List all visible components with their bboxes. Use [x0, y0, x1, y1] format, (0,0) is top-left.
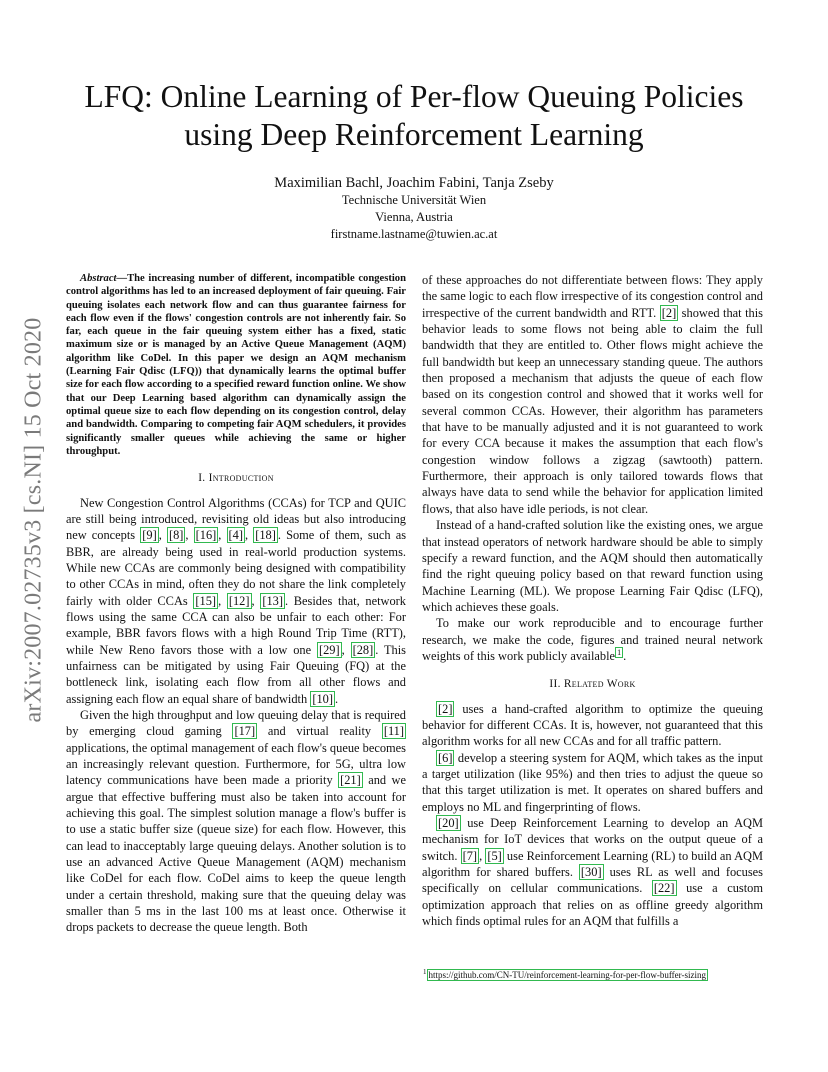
affiliation-university: Technische Universität Wien — [341, 193, 487, 207]
text: use Reinforcement Learning (RL) to build an AQM algorithm for shared buffers. — [422, 848, 764, 880]
abstract-label: Abstract— — [80, 273, 128, 284]
section-title: Related Work — [563, 678, 636, 691]
related-paragraph-2 — [422, 750, 763, 815]
citation-link[interactable]: [29] — [318, 642, 340, 657]
abstract — [66, 272, 406, 458]
text: , — [158, 528, 167, 543]
footnote-marker[interactable]: 1 — [617, 647, 622, 657]
text: To make our work reproducible and to encourage further research, we make the code, figures and trained neural network weights of this work publicly available — [422, 616, 763, 663]
citation-link[interactable]: [9] — [142, 528, 157, 543]
section-heading-introduction — [66, 470, 406, 486]
footnote — [423, 966, 763, 981]
section-heading-related-work — [422, 676, 763, 692]
intro-paragraph-3 — [422, 272, 763, 517]
intro-paragraph-1 — [66, 495, 406, 707]
citation-link[interactable]: [15] — [195, 593, 217, 608]
citation-link[interactable]: [2] — [661, 305, 677, 320]
text: , — [479, 848, 486, 863]
citation-link[interactable]: [17] — [234, 724, 256, 739]
citation-link[interactable]: [7] — [462, 848, 478, 863]
citation-link[interactable]: [21] — [340, 773, 361, 788]
text: of these approaches do not differentiate between flows: They apply the same logic to each flow irrespective of its congestion control and irrespective of the current bandwidth and RTT. — [422, 273, 763, 320]
citation-link[interactable]: [20] — [438, 816, 459, 830]
affiliation-email: firstname.lastname@tuwien.ac.at — [330, 227, 498, 241]
arxiv-stamp — [14, 290, 54, 750]
text: , — [218, 528, 227, 543]
related-paragraph-3 — [422, 815, 763, 929]
text: . — [623, 648, 627, 663]
text: and virtual reality — [257, 724, 382, 739]
citation-link[interactable]: [16] — [195, 528, 217, 543]
citation-link[interactable]: [2] — [438, 701, 453, 716]
text: develop a steering system for AQM, which takes as the input a target utilization (like 95%) and then tries to adjust the queue so that this target utilization is met. It operates on shared buffers and employs no ML and fingerprinting of flows. — [422, 750, 763, 814]
citation-link[interactable]: [13] — [262, 593, 283, 608]
left-column — [66, 272, 406, 936]
affiliation — [60, 192, 768, 243]
text: , — [244, 528, 254, 543]
text: , — [251, 593, 261, 608]
footnote-url-link[interactable]: https://github.com/CN-TU/reinforcement-learning-for-per-flow-buffer-sizing — [428, 970, 706, 980]
citation-link[interactable]: [5] — [487, 848, 502, 863]
citation-link[interactable]: [10] — [312, 691, 333, 706]
section-number: I. — [198, 472, 209, 485]
citation-link[interactable]: [30] — [580, 865, 602, 880]
citation-link[interactable]: [6] — [438, 750, 453, 765]
text: Given the high throughput and low queuing delay that is required by emerging cloud gaming — [66, 707, 406, 739]
title-line-2: using Deep Reinforcement Learning — [184, 117, 644, 152]
text: . — [334, 691, 339, 706]
text: use Deep Reinforcement Learning to develop an AQM mechanism for IoT devices that works on the output queue of a switch. — [422, 816, 763, 863]
citation-link[interactable]: [11] — [383, 724, 404, 739]
footnote-number: 1 — [423, 968, 427, 976]
intro-paragraph-5 — [422, 615, 763, 664]
text: showed that this behavior leads to some flows not being able to claim the full bandwidth that they are entitled to. Other flows might achieve the full bandwidth but keep an unnecessary standing queue. The authors then proposed a mechanism that adjusts the queue of each flow based on its congestion control and showed that it works well for several common CCAs. However, their algorithm has parameters that have to be manually adjusted and it is not guaranteed to work for every CCA because it makes the assumption that each flow's congestion window follows a zigzag (sawtooth) pattern. Furthermore, their approach is only tailored towards flows that always have data to send while the behavior for application limited flows, that also have idle periods, is not clear. — [422, 305, 763, 516]
intro-paragraph-4: Instead of a hand-crafted solution like the existing ones, we argue that instead operators of network hardware should be able to simply specify a reward function, and the AQM should then automatically find the right queuing policy based on that reward function using Machine Learning (ML). We propose Learning Fair Qdisc (LFQ), which achieves these goals. — [422, 518, 763, 614]
text: . This unfairness can be mitigated by using Fair Queuing (FQ) at the bottleneck link, isolating each flow from all other flows and assigning each flow an equal share of bandwidth — [66, 642, 406, 706]
text: uses a hand-crafted algorithm to optimize the queuing behavior for different CCAs. It is, however, not guaranteed that this algorithm works for all new CCAs and for all traffic pattern. — [422, 701, 763, 749]
text: applications, the optimal management of each flow's queue becomes an increasingly relevant question. Furthermore, for 5G, ultra low latency communications have been made a priority — [66, 740, 406, 788]
text: and we argue that effective buffering must also be taken into account for achieving this goal. The simplest solution manage a flow's buffer is to use a static buffer size (queue size) for each flow. However, this can lead to inacceptably large queuing delays. Another solution is to use an advanced Active Queue Management (AQM) mechanism like CoDel for each flow. CoDel aims to keep the queue length under a certain threshold, making sure that the queuing delay was smaller than 5 ms in the last 100 ms at least once. Otherwise it drops packets to decrease the queue length. Both — [66, 773, 406, 935]
section-number: II. — [549, 678, 564, 691]
citation-link[interactable]: [4] — [228, 528, 243, 543]
text: . Besides that, network flows using the same CCA can also be unfair to each other: For example, BBR favors flows with a high Round Trip Time (RTT), while New Reno favors those with a low one — [66, 593, 406, 657]
authors: Maximilian Bachl, Joachim Fabini, Tanja Zseby — [274, 175, 554, 191]
text: , — [185, 528, 194, 543]
text: , — [341, 642, 351, 657]
affiliation-city: Vienna, Austria — [375, 210, 453, 224]
citation-link[interactable]: [18] — [255, 528, 276, 543]
arxiv-stamp-text: arXiv:2007.02735v3 [cs.NI] 15 Oct 2020 — [20, 317, 47, 723]
text: use a custom optimization approach that relies on as offline greedy algorithm which finds optimal rules for an AQM that fulfills a — [422, 881, 763, 929]
citation-link[interactable]: [12] — [228, 593, 250, 608]
section-title: Introduction — [208, 472, 274, 485]
abstract-text: The increasing number of different, incompatible congestion control algorithms has led to an increased deployment of fair queuing. Fair queuing isolates each network flow and can thus guarantee fairness for each flow even if the flows' congestion controls are not inherently fair. So far, each queue in the fair queuing system either has a fixed, static maximum size or is managed by an Active Queue Management (AQM) algorithm like CoDel. In this paper we design an AQM mechanism (Learning Fair Qdisc (LFQ)) that dynamically learns the optimal buffer size for each flow according to a specified reward function online. We show that our Deep Learning based algorithm can dynamically assign the optimal queue size to each flow depending on its congestion control, delay and bandwidth. Comparing to competing fair AQM schedulers, it provides significantly smaller queues while achieving the same or higher throughput. — [66, 273, 406, 457]
citation-link[interactable]: [28] — [352, 642, 374, 657]
related-paragraph-1 — [422, 701, 763, 750]
text: . Some of them, such as BBR, are already being used in real-world production systems. While new CCAs are commonly being designed with compatibility to other CCAs in mind, often they do not share the link completely fairly with older CCAs — [66, 528, 407, 608]
intro-paragraph-2 — [66, 707, 406, 936]
text: New Congestion Control Algorithms (CCAs) for TCP and QUIC are still being introduced, revisiting old ideas but also introducing new concepts — [66, 495, 406, 543]
paper-title — [60, 78, 768, 154]
citation-link[interactable]: [8] — [168, 528, 184, 543]
text: , — [218, 593, 227, 608]
text: uses RL as well and focuses specifically on cellular communications. — [422, 865, 763, 896]
citation-link[interactable]: [22] — [653, 881, 675, 896]
title-line-1: LFQ: Online Learning of Per-flow Queuing Policies — [84, 79, 744, 114]
right-column — [422, 272, 763, 929]
